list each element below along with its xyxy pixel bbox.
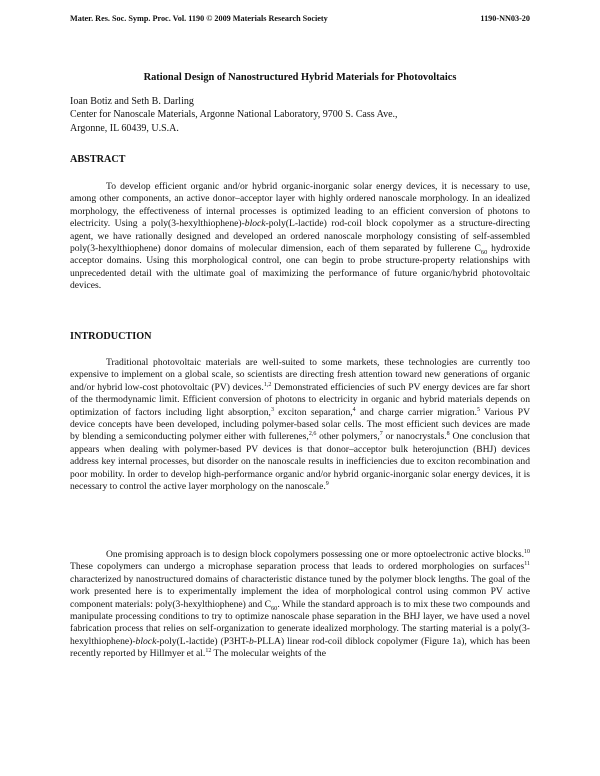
author-block	[70, 95, 530, 135]
abstract-heading: ABSTRACT	[70, 154, 126, 165]
author-names: Ioan Botiz and Seth B. Darling	[70, 96, 194, 107]
paper-title: Rational Design of Nanostructured Hybrid Materials for Photovoltaics	[143, 72, 457, 83]
intro-paragraph-2: One promising approach is to design block copolymers possessing one or more optoelectronic active blocks.$^{10}$ These copolymers can undergo a microphase separation process that leads to ordered morphologies on surfaces$^{11}$ characterized by nanostructured domains of characteristic distance tuned by the polymer block lengths. The goal of the work presented here is to experimentally implement the idea of morphological control using common PV active component materials: poly(3-hexylthiophene) and $C_{60}$. While the standard approach is to mix these two compounds and manipulate processing conditions to try to optimize nanoscale phase separation in the BHJ layer, we have used a novel fabrication process that relies on self-organization to generate idealized morphology. The starting material is a poly(3-hexylthiophene)-block-poly(L-lactide) (P3HT-b-PLLA) linear rod-coil diblock copolymer (Figure 1a), which has been recently reported by Hillmyer et al.$^{12}$ The molecular weights of the	[70, 548, 530, 660]
paper-id: 1190-NN03-20	[480, 14, 530, 23]
intro-paragraph-1: Traditional photovoltaic materials are well-suited to some markets, these technologies are currently too expensive to implement on a global scale, so scientists are directing fresh attention toward new generations of organic and/or hybrid low-cost photovoltaic (PV) devices.$^{1,2}$ Demonstrated efficiencies of such PV energy devices are far short of the thermodynamic limit. Efficient conversion of photons to electricity in organic and hybrid materials depends on optimization of factors including light absorption,$^3$ exciton separation,$^4$ and charge carrier migration.$^5$ Various PV device concepts have been developed, including polymer-based solar cells. The most efficient such devices are made by blending a semiconducting polymer either with fullerenes,$^{2,6}$ other polymers,$^7$ or nanocrystals.$^8$ One conclusion that appears when dealing with polymer-based PV devices is that donor–acceptor bulk heterojunction (BHJ) devices address key internal processes, but disorder on the nanoscale results in inefficiencies due to exciton recombination and poor mobility. In order to develop high-performance organic and/or hybrid organic-inorganic solar energy devices, it is necessary to control the active layer morphology on the nanoscale.$^9$	[70, 357, 531, 493]
running-header	[70, 14, 530, 28]
affiliation-line-1: Center for Nanoscale Materials, Argonne National Laboratory, 9700 S. Cass Ave.,	[70, 109, 398, 121]
affiliation-line-2: Argonne, IL 60439, U.S.A.	[70, 122, 179, 134]
introduction-heading: INTRODUCTION	[70, 331, 152, 342]
abstract-paragraph: To develop efficient organic and/or hybrid organic-inorganic solar energy devices, it is necessary to use, among other components, an active donor–acceptor layer with highly ordered nanoscale morphology. In an idealized morphology, the effectiveness of internal processes is optimized leading to an efficient conversion of photons to electricity. Using a poly(3-hexylthiophene)-block-poly(L-lactide) rod-coil block copolymer as a structure-directing agent, we have rationally designed and developed an ordered nanoscale morphology consisting of self-assembled poly(3-hexylthiophene) donor domains of molecular dimension, each of them separated by fullerene $C_{60}$ hydroxide acceptor domains. Using this morphological control, one can begin to probe structure-property relationships with unprecedented detail with the ultimate goal of maximizing the performance of future organic/hybrid photovoltaic devices.	[70, 181, 530, 292]
journal-citation: Mater. Res. Soc. Symp. Proc. Vol. 1190 © 2009 Materials Research Society	[70, 14, 328, 23]
